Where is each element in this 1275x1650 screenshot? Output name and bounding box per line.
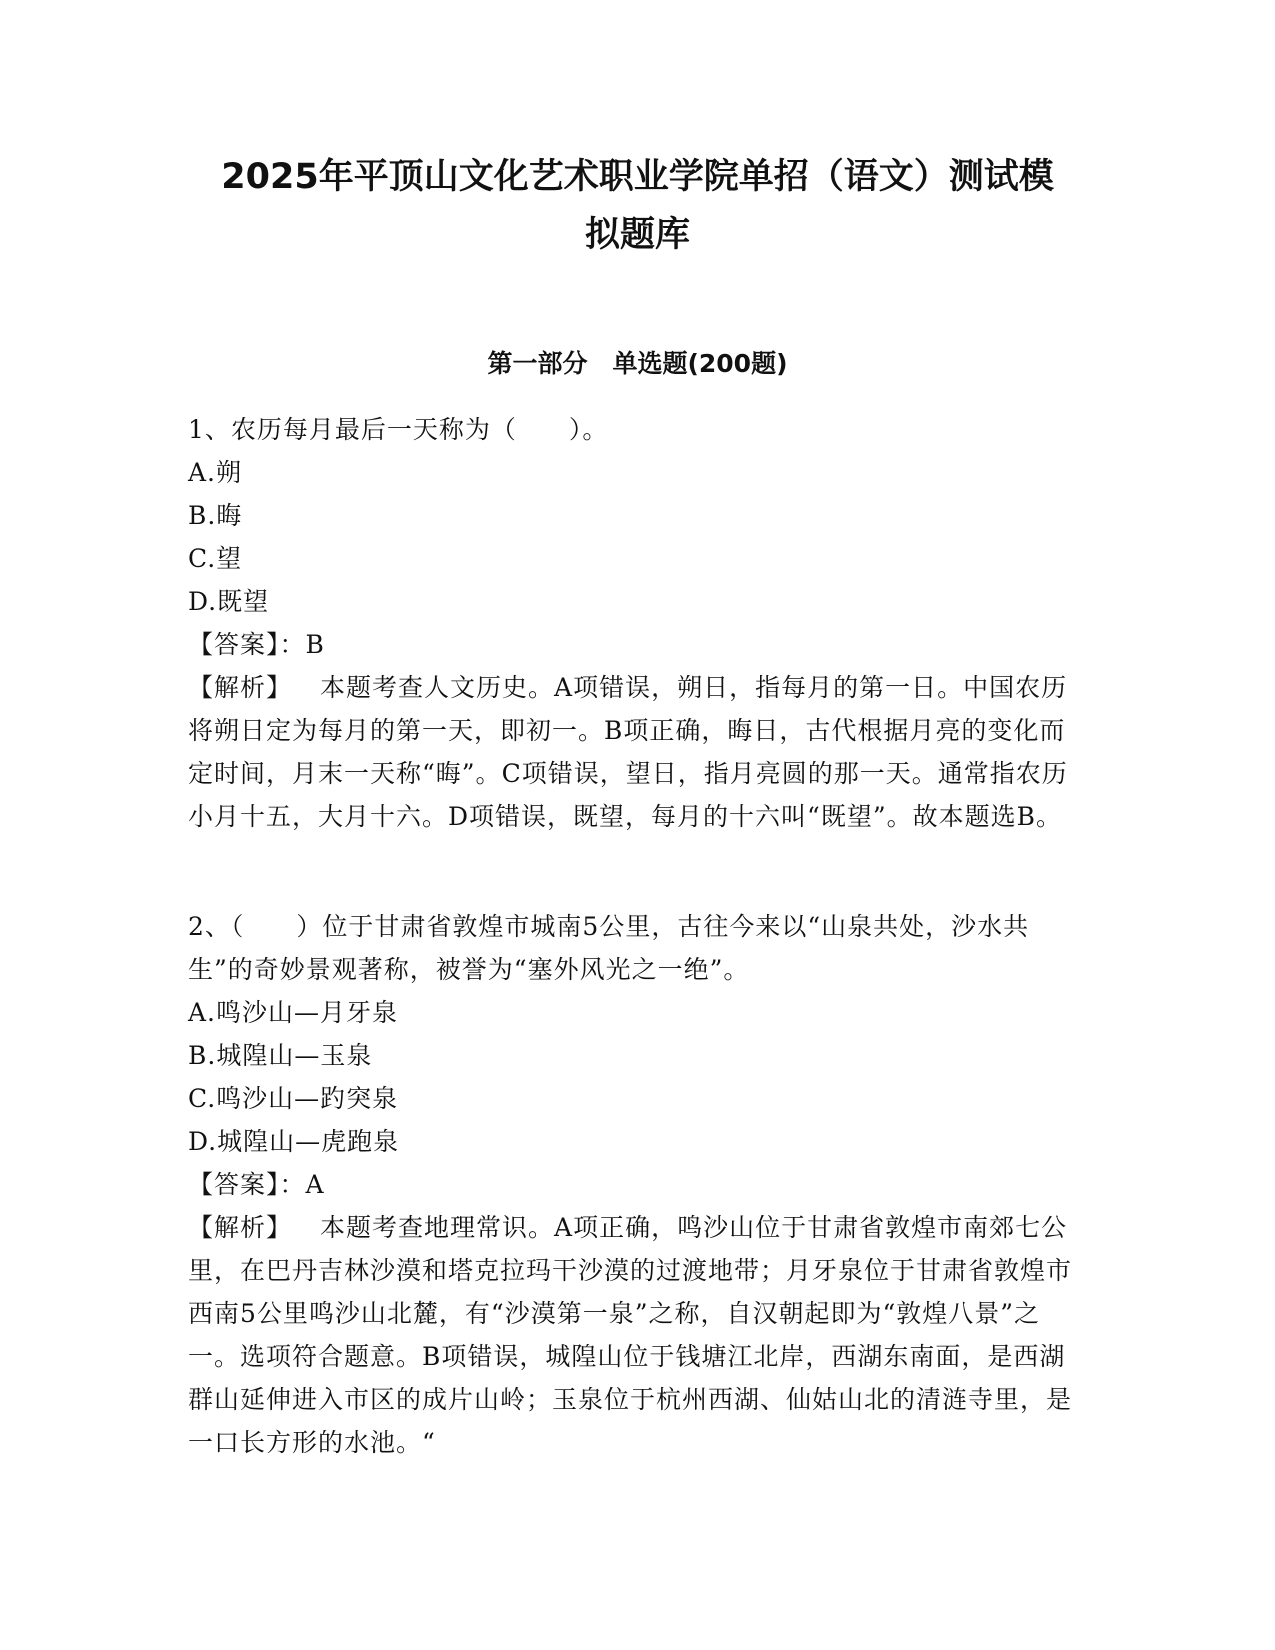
answer-line xyxy=(188,623,1088,666)
analysis-text: 本题考查地理常识。A项正确，鸣沙山位于甘肃省敦煌市南郊七公里，在巴丹吉林沙漠和塔克拉玛干沙漠的过渡地带；月牙泉位于甘肃省敦煌市西南5公里鸣沙山北麓，有“沙漠第一泉”之称，自汉朝起即为“敦煌八景”之一。选项符合题意。B项错误，城隍山位于钱塘江北岸，西湖东南面，是西湖群山延伸进入市区的成片山岭；玉泉位于杭州西湖、仙姑山北的清涟寺里，是一口长方形的水池。“ xyxy=(188,1213,1073,1457)
answer-label: 【答案】： xyxy=(188,1170,306,1199)
page-title xyxy=(150,148,1125,264)
analysis-text: 本题考查人文历史。A项错误，朔日，指每月的第一日。中国农历将朔日定为每月的第一天，即初一。B项正确，晦日，古代根据月亮的变化而定时间，月末一天称“晦”。C项错误，望日，指月亮圆的那一天。通常指农历小月十五，大月十六。D项错误，既望，每月的十六叫“既望”。故本题选B。 xyxy=(188,673,1068,831)
answer-value: B xyxy=(305,630,325,659)
analysis-label: 【解析】 xyxy=(188,1213,293,1242)
question-stem: 2、（ ）位于甘肃省敦煌市城南5公里，古往今来以“山泉共处，沙水共生”的奇妙景观著称，被誉为“塞外风光之一绝”。 xyxy=(188,912,1030,984)
title-line-2: 拟题库 xyxy=(584,215,690,255)
analysis xyxy=(188,666,1088,838)
option-c: C.鸣沙山—趵突泉 xyxy=(188,1084,399,1113)
question-2 xyxy=(188,905,1088,1464)
answer-value: A xyxy=(305,1170,325,1199)
option-b: B.晦 xyxy=(188,501,243,530)
option-b: B.城隍山—玉泉 xyxy=(188,1041,373,1070)
section-title: 第一部分 单选题(200题) xyxy=(487,349,788,378)
option-a: A.朔 xyxy=(188,458,243,487)
answer-line xyxy=(188,1163,1088,1206)
option-d: D.既望 xyxy=(188,587,270,616)
answer-label: 【答案】： xyxy=(188,630,306,659)
title-line-1: 2025年平顶山文化艺术职业学院单招（语文）测试模 xyxy=(221,157,1054,197)
question-stem: 1、农历每月最后一天称为（ ）。 xyxy=(188,415,609,444)
option-c: C.望 xyxy=(188,544,243,573)
option-a: A.鸣沙山—月牙泉 xyxy=(188,998,399,1027)
option-d: D.城隍山—虎跑泉 xyxy=(188,1127,400,1156)
analysis xyxy=(188,1206,1088,1464)
analysis-label: 【解析】 xyxy=(188,673,293,702)
question-1 xyxy=(188,408,1088,838)
